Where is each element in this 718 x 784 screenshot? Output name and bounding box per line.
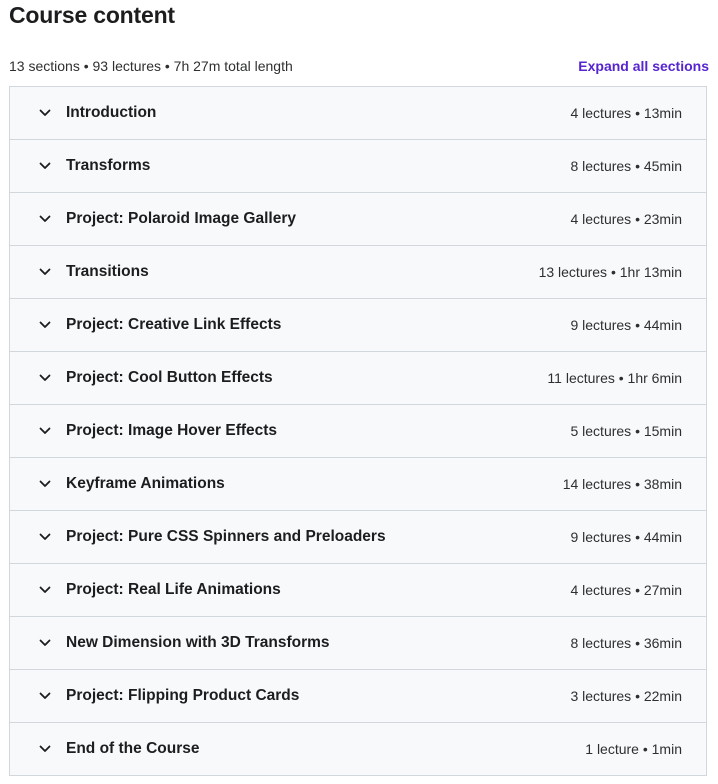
section-title: New Dimension with 3D Transforms xyxy=(66,634,330,651)
chevron-down-icon xyxy=(38,424,52,438)
section-row[interactable] xyxy=(10,510,706,563)
expand-all-sections-button[interactable]: Expand all sections xyxy=(578,58,709,74)
chevron-down-icon xyxy=(38,742,52,756)
section-meta: 14 lectures • 38min xyxy=(562,476,682,492)
section-row[interactable] xyxy=(10,139,706,192)
section-meta: 4 lectures • 23min xyxy=(570,211,682,227)
section-row[interactable] xyxy=(10,298,706,351)
section-row[interactable] xyxy=(10,404,706,457)
section-title: Project: Creative Link Effects xyxy=(66,316,282,333)
section-row[interactable] xyxy=(10,457,706,510)
section-meta: 5 lectures • 15min xyxy=(570,423,682,439)
chevron-down-icon xyxy=(38,318,52,332)
section-title: Project: Polaroid Image Gallery xyxy=(66,210,296,227)
course-summary-row xyxy=(9,56,709,76)
section-meta: 9 lectures • 44min xyxy=(570,529,682,545)
chevron-down-icon xyxy=(38,212,52,226)
section-row[interactable] xyxy=(10,192,706,245)
section-title: Project: Real Life Animations xyxy=(66,581,281,598)
section-meta: 4 lectures • 13min xyxy=(570,105,682,121)
chevron-down-icon xyxy=(38,636,52,650)
chevron-down-icon xyxy=(38,265,52,279)
section-row[interactable] xyxy=(10,351,706,404)
chevron-down-icon xyxy=(38,530,52,544)
section-row[interactable] xyxy=(10,722,706,775)
sections-list xyxy=(9,86,707,776)
chevron-down-icon xyxy=(38,477,52,491)
section-meta: 3 lectures • 22min xyxy=(570,688,682,704)
section-meta: 9 lectures • 44min xyxy=(570,317,682,333)
section-title: Project: Pure CSS Spinners and Preloaders xyxy=(66,528,386,545)
section-meta: 8 lectures • 36min xyxy=(570,635,682,651)
section-title: Project: Image Hover Effects xyxy=(66,422,278,439)
chevron-down-icon xyxy=(38,583,52,597)
section-meta: 1 lecture • 1min xyxy=(585,741,682,757)
section-row[interactable] xyxy=(10,669,706,722)
section-meta: 13 lectures • 1hr 13min xyxy=(538,264,682,280)
section-title: Transforms xyxy=(66,157,151,174)
section-title: Project: Flipping Product Cards xyxy=(66,687,300,704)
section-meta: 8 lectures • 45min xyxy=(570,158,682,174)
section-row[interactable] xyxy=(10,563,706,616)
section-row[interactable] xyxy=(10,616,706,669)
section-title: Keyframe Animations xyxy=(66,475,225,492)
section-row[interactable] xyxy=(10,245,706,298)
chevron-down-icon xyxy=(38,371,52,385)
section-meta: 11 lectures • 1hr 6min xyxy=(547,370,682,386)
chevron-down-icon xyxy=(38,159,52,173)
section-row[interactable] xyxy=(10,87,706,139)
chevron-down-icon xyxy=(38,689,52,703)
chevron-down-icon xyxy=(38,106,52,120)
section-title: End of the Course xyxy=(66,740,200,757)
section-title: Project: Cool Button Effects xyxy=(66,369,273,386)
section-meta: 4 lectures • 27min xyxy=(570,582,682,598)
page-title: Course content xyxy=(9,2,175,28)
course-summary: 13 sections • 93 lectures • 7h 27m total length xyxy=(9,58,293,74)
section-title: Introduction xyxy=(66,104,157,121)
section-title: Transitions xyxy=(66,263,149,280)
